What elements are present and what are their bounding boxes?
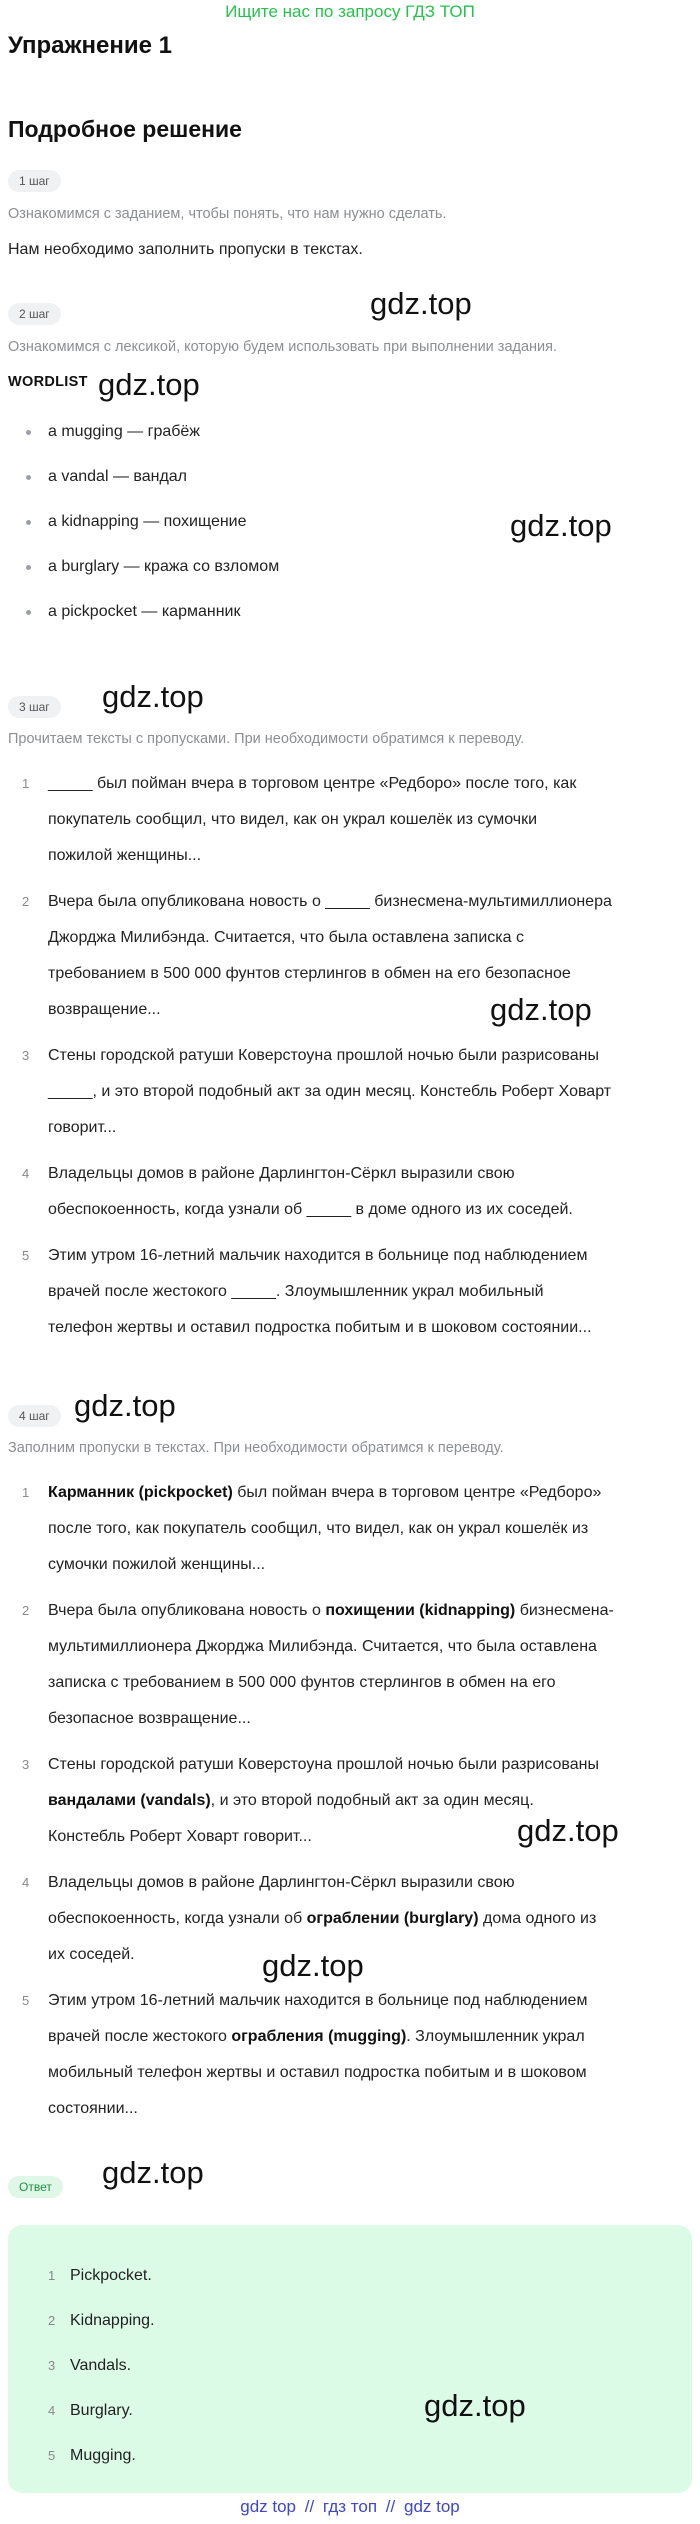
list-item bbox=[8, 1238, 696, 1346]
footer-separator: // bbox=[304, 2497, 315, 2516]
list-item bbox=[8, 2303, 155, 2348]
filled-texts-list bbox=[8, 1475, 696, 2137]
watermark: gdz.top bbox=[510, 508, 612, 543]
answer-highlight: вандалами (vandals) bbox=[48, 1792, 211, 1809]
text-line: Этим утром 16-летний мальчик находится в больнице под наблюдением bbox=[48, 1992, 588, 2009]
watermark: gdz.top bbox=[262, 1948, 364, 1983]
watermark: gdz.top bbox=[74, 1388, 176, 1423]
watermark: gdz.top bbox=[490, 992, 592, 1027]
text-line: Владельцы домов в районе Дарлингтон-Сёркл выразили свою bbox=[48, 1165, 515, 1182]
step-note: Заполним пропуски в текстах. При необходимости обратимся к переводу. bbox=[8, 1440, 504, 1456]
text-span: обеспокоенность, когда узнали об bbox=[48, 1910, 307, 1927]
list-item bbox=[8, 2438, 155, 2483]
list-item bbox=[8, 2393, 155, 2438]
answer-text: Kidnapping. bbox=[70, 2312, 155, 2329]
watermark: gdz.top bbox=[517, 1813, 619, 1848]
list-item: a mugging — грабёж bbox=[22, 418, 279, 463]
text-line: Вчера была опубликована новость о _____ бизнесмена-мультимиллионера bbox=[48, 893, 612, 910]
answer-highlight: Карманник (pickpocket) bbox=[48, 1484, 233, 1501]
text-span: Вчера была опубликована новость о bbox=[48, 1602, 326, 1619]
answer-text: Mugging. bbox=[70, 2447, 136, 2464]
list-item: a pickpocket — карманник bbox=[22, 598, 279, 643]
text-line: Этим утром 16-летний мальчик находится в больнице под наблюдением bbox=[48, 1247, 588, 1264]
text-line: требованием в 500 000 фунтов стерлингов в обмен на его безопасное bbox=[48, 965, 571, 982]
text-line: мультимиллионера Джорджа Милибэнда. Считается, что была оставлена bbox=[48, 1638, 597, 1655]
item-number: 3 bbox=[22, 1757, 30, 1772]
item-number: 5 bbox=[22, 1248, 30, 1263]
list-item bbox=[8, 884, 696, 1028]
list-item bbox=[8, 1038, 696, 1146]
text-line: сумочки пожилой женщины... bbox=[48, 1556, 266, 1573]
text-line: Владельцы домов в районе Дарлингтон-Сёркл выразили свою bbox=[48, 1874, 515, 1891]
step-badge: 2 шаг bbox=[8, 303, 61, 325]
text-line: возвращение... bbox=[48, 1001, 161, 1018]
answer-highlight: похищении (kidnapping) bbox=[325, 1602, 516, 1619]
text-line: телефон жертвы и оставил подростка побитым и в шоковом состоянии... bbox=[48, 1319, 592, 1336]
answer-text: Burglary. bbox=[70, 2402, 133, 2419]
text-line bbox=[48, 2019, 696, 2055]
watermark: gdz.top bbox=[102, 679, 204, 714]
text-line: Стены городской ратуши Коверстоуна прошлой ночью были разрисованы bbox=[48, 1756, 599, 1773]
text-span: . Злоумышленник украл bbox=[406, 2028, 585, 2045]
step-note: Ознакомимся с заданием, чтобы понять, что нам нужно сделать. bbox=[8, 206, 447, 222]
text-line bbox=[48, 1475, 696, 1511]
text-line: обеспокоенность, когда узнали об _____ в доме одного из их соседей. bbox=[48, 1201, 573, 1218]
footer-link[interactable]: gdz top bbox=[403, 2497, 460, 2516]
text-line: _____ был пойман вчера в торговом центре «Редборо» после того, как bbox=[48, 775, 577, 792]
watermark: gdz.top bbox=[370, 286, 472, 321]
text-line: их соседей. bbox=[48, 1946, 135, 1963]
item-number: 4 bbox=[48, 2403, 56, 2418]
text-line: Джорджа Милибэнда. Считается, что была оставлена записка с bbox=[48, 929, 524, 946]
item-number: 2 bbox=[22, 1603, 30, 1618]
list-item: a kidnapping — похищение bbox=[22, 508, 279, 553]
item-number: 4 bbox=[22, 1166, 30, 1181]
item-number: 4 bbox=[22, 1875, 30, 1890]
text-line: Стены городской ратуши Коверстоуна прошлой ночью были разрисованы bbox=[48, 1047, 599, 1064]
list-item bbox=[8, 766, 696, 874]
text-line bbox=[48, 1901, 696, 1937]
item-number: 1 bbox=[48, 2268, 56, 2283]
search-banner[interactable]: Ищите нас по запросу ГДЗ ТОП bbox=[225, 2, 475, 21]
list-item: a burglary — кража со взломом bbox=[22, 553, 279, 598]
answer-badge: Ответ bbox=[8, 2176, 63, 2198]
answer-highlight: ограблении (burglary) bbox=[306, 1910, 479, 1927]
answer-text: Vandals. bbox=[70, 2357, 132, 2374]
list-item bbox=[8, 2258, 155, 2303]
text-line: говорит... bbox=[48, 1119, 117, 1136]
answer-highlight: ограбления (mugging) bbox=[231, 2028, 407, 2045]
step-badge: 1 шаг bbox=[8, 170, 61, 192]
item-number: 5 bbox=[48, 2448, 56, 2463]
answer-text: Pickpocket. bbox=[70, 2267, 152, 2284]
text-span: дома одного из bbox=[478, 1910, 597, 1927]
text-span: , и это второй подобный акт за один месяц. bbox=[210, 1792, 534, 1809]
section-title: Подробное решение bbox=[8, 116, 242, 142]
text-span: врачей после жестокого bbox=[48, 2028, 232, 2045]
text-line: _____, и это второй подобный акт за один месяц. Констебль Роберт Ховарт bbox=[48, 1083, 612, 1100]
wordlist-label: WORDLIST bbox=[8, 374, 88, 390]
item-number: 3 bbox=[48, 2358, 56, 2373]
list-item bbox=[8, 1475, 696, 1583]
text-line: безопасное возвращение... bbox=[48, 1710, 251, 1727]
step-badge: 4 шаг bbox=[8, 1405, 61, 1427]
watermark: gdz.top bbox=[98, 367, 200, 402]
item-number: 1 bbox=[22, 776, 30, 791]
list-item: a vandal — вандал bbox=[22, 463, 279, 508]
page-title: Упражнение 1 bbox=[8, 32, 172, 59]
footer-separator: // bbox=[385, 2497, 396, 2516]
item-number: 2 bbox=[48, 2313, 56, 2328]
text-line bbox=[48, 1593, 696, 1629]
text-span: был пойман вчера в торговом центре «Редборо» bbox=[232, 1484, 602, 1501]
step-note: Прочитаем тексты с пропусками. При необходимости обратимся к переводу. bbox=[8, 731, 525, 747]
footer-links bbox=[0, 2497, 700, 2517]
footer-link[interactable]: гдз топ bbox=[322, 2497, 378, 2516]
list-item bbox=[8, 1156, 696, 1228]
watermark: gdz.top bbox=[102, 2155, 204, 2190]
item-number: 3 bbox=[22, 1048, 30, 1063]
text-line: пожилой женщины... bbox=[48, 847, 202, 864]
footer-link[interactable]: gdz top bbox=[240, 2497, 296, 2516]
text-line: врачей после жестокого _____. Злоумышленник украл мобильный bbox=[48, 1283, 544, 1300]
watermark: gdz.top bbox=[424, 2388, 526, 2423]
list-item bbox=[8, 1983, 696, 2127]
list-item bbox=[8, 2348, 155, 2393]
text-line: после того, как покупатель сообщил, что видел, как он украл кошелёк из bbox=[48, 1520, 589, 1537]
gap-texts-list bbox=[8, 766, 696, 1356]
text-line: Констебль Роберт Ховарт говорит... bbox=[48, 1828, 312, 1845]
step-badge: 3 шаг bbox=[8, 696, 61, 718]
list-item bbox=[8, 1593, 696, 1737]
step-text: Нам необходимо заполнить пропуски в текстах. bbox=[8, 241, 363, 258]
item-number: 2 bbox=[22, 894, 30, 909]
item-number: 1 bbox=[22, 1485, 30, 1500]
text-line: покупатель сообщил, что видел, как он украл кошелёк из сумочки bbox=[48, 811, 538, 828]
step-note: Ознакомимся с лексикой, которую будем использовать при выполнении задания. bbox=[8, 339, 558, 355]
text-line: состоянии... bbox=[48, 2100, 138, 2117]
text-line: записка с требованием в 500 000 фунтов стерлингов в обмен на его bbox=[48, 1674, 556, 1691]
wordlist bbox=[22, 418, 279, 643]
item-number: 5 bbox=[22, 1993, 30, 2008]
answer-list bbox=[8, 2258, 155, 2483]
text-span: бизнесмена- bbox=[515, 1602, 614, 1619]
text-line: мобильный телефон жертвы и оставил подростка побитым и в шоковом bbox=[48, 2064, 587, 2081]
